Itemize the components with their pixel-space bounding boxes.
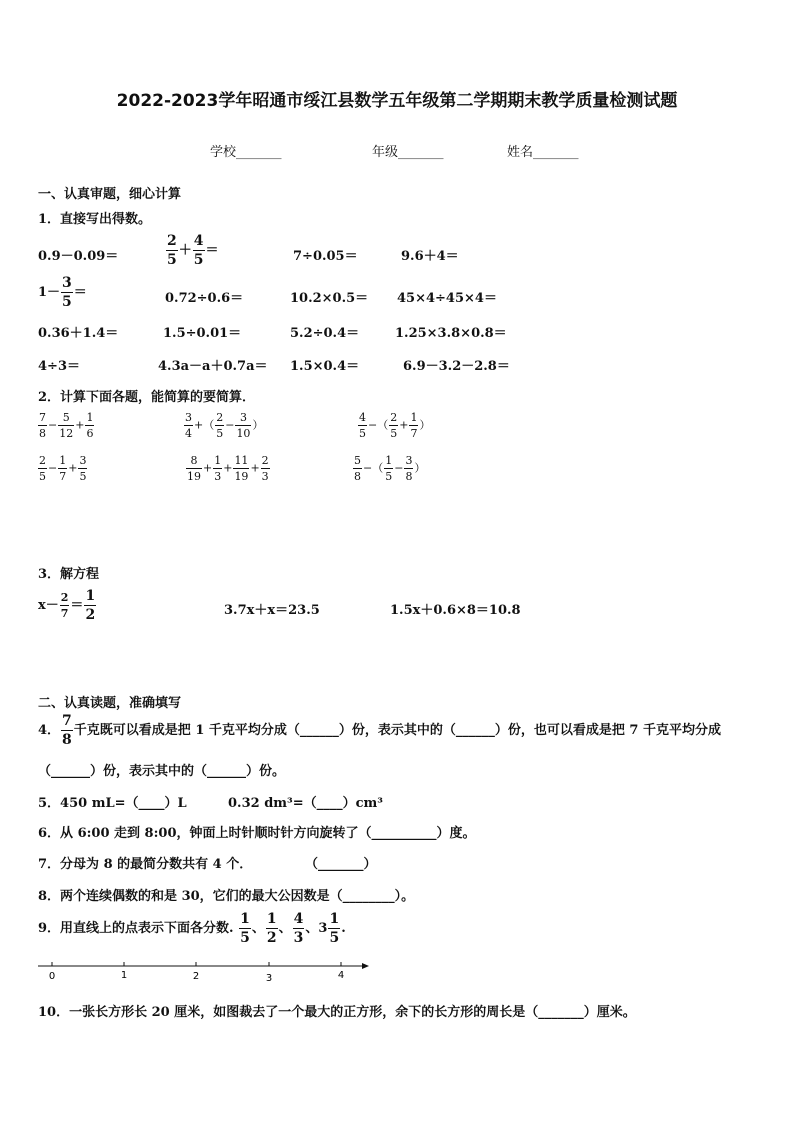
q7-answer: （_______） [305,857,377,872]
q10: 10．一张长方形长 20 厘米，如图裁去了一个最大的正方形，余下的长方形的周长是（_______）厘米。 [38,1005,636,1020]
expr-2-5: $\frac{8}{19}$ + $\frac{1}{3}$ + $\frac{11}{19}$ + $\frac{2}{3}$ [187,454,269,483]
equation-3: 1.5x＋0.6×8＝10.8 [390,603,521,618]
calc-2-3: 10.2×0.5＝ [290,291,369,306]
tick-label-3: 3 [265,973,273,984]
q7: 7．分母为 8 的最简分数共有 4 个． [38,857,253,872]
calc-3-2: 1.5÷0.01＝ [163,326,242,341]
expr-2-4: $\frac{2}{5}$ − $\frac{1}{7}$ + $\frac{3}{5}$ [39,454,87,483]
q2-title: 2．计算下面各题，能简算的要简算． [38,390,256,405]
expr-2-2: $\frac{3}{4}$ +（ $\frac{2}{5}$ − $\frac{3}{10}$ ） [185,411,264,440]
calc-4-3: 1.5×0.4＝ [290,359,360,374]
number-line [36,958,372,984]
calc-3-3: 5.2÷0.4＝ [290,326,360,341]
calc-4-1: 4÷3＝ [38,359,80,374]
tick-label-0: 0 [48,971,56,982]
calc-1-3: 7÷0.05＝ [293,249,358,264]
q4-line1: 4． $\frac{7}{8}$ 千克既可以看成是把 1 千克平均分成（______）份，表示其中的（______）份，也可以看成是把 7 千克平均分成 [38,713,721,748]
tick-label-1: 1 [120,970,128,981]
expr-2-6: $\frac{5}{8}$ −（ $\frac{1}{5}$ − $\frac{3}{8}$ ） [354,454,426,483]
calc-2-2: 0.72÷0.6＝ [165,291,244,306]
school-field: 学校_______ [210,145,282,160]
calc-3-4: 1.25×3.8×0.8＝ [395,326,507,341]
section1-heading: 一、认真审题，细心计算 [38,187,182,202]
calc-1-4: 9.6＋4＝ [401,249,459,264]
equation-2: 3.7x＋x＝23.5 [224,603,320,618]
q5-part1: 5．450 mL=（____）L [38,796,187,811]
calc-2-4: 45×4÷45×4＝ [397,291,497,306]
tick-label-2: 2 [192,971,200,982]
section2-heading: 二、认真读题，准确填写 [38,696,182,711]
q9: 9．用直线上的点表示下面各分数. $\frac{1}{5}$ 、 $\frac{1}{2}$ 、 $\frac{4}{3}$ 、3 $\frac{1}{5}$ . [38,911,346,946]
q5-part2: 0.32 dm³=（____）cm³ [228,796,383,811]
q6: 6．从 6:00 走到 8:00，钟面上时针顺时针方向旋转了（__________）度。 [38,826,476,841]
expr-2-3: $\frac{4}{5}$ −（ $\frac{2}{5}$ + $\frac{1}{7}$ ） [359,411,431,440]
calc-3-1: 0.36＋1.4＝ [38,326,119,341]
q4-line2: （______）份，表示其中的（______）份。 [38,764,286,779]
calc-4-2: 4.3a－a＋0.7a＝ [158,359,268,374]
grade-field: 年级_______ [372,145,444,160]
q8: 8．两个连续偶数的和是 30，它们的最大公因数是（________）。 [38,889,415,904]
calc-1-2: $\frac{2}{5}$ ＋ $\frac{4}{5}$ ＝ [167,233,219,268]
q1-title: 1．直接写出得数。 [38,212,152,227]
page-title: 2022-2023学年昭通市绥江县数学五年级第二学期期末教学质量检测试题 [116,91,678,111]
tick-label-4: 4 [337,970,345,981]
name-field: 姓名_______ [507,145,579,160]
expr-2-1: $\frac{7}{8}$ − $\frac{5}{12}$ + $\frac{1}{6}$ [39,411,94,440]
equation-1: x－ $\frac{2}{7}$ ＝ $\frac{1}{2}$ [38,588,96,623]
number-line-arrow [362,963,369,969]
q3-title: 3．解方程 [38,567,100,582]
calc-1-1: 0.9－0.09＝ [38,249,119,264]
calc-4-4: 6.9－3.2－2.8＝ [403,359,510,374]
calc-2-1: 1－ $\frac{3}{5}$ ＝ [38,275,87,310]
